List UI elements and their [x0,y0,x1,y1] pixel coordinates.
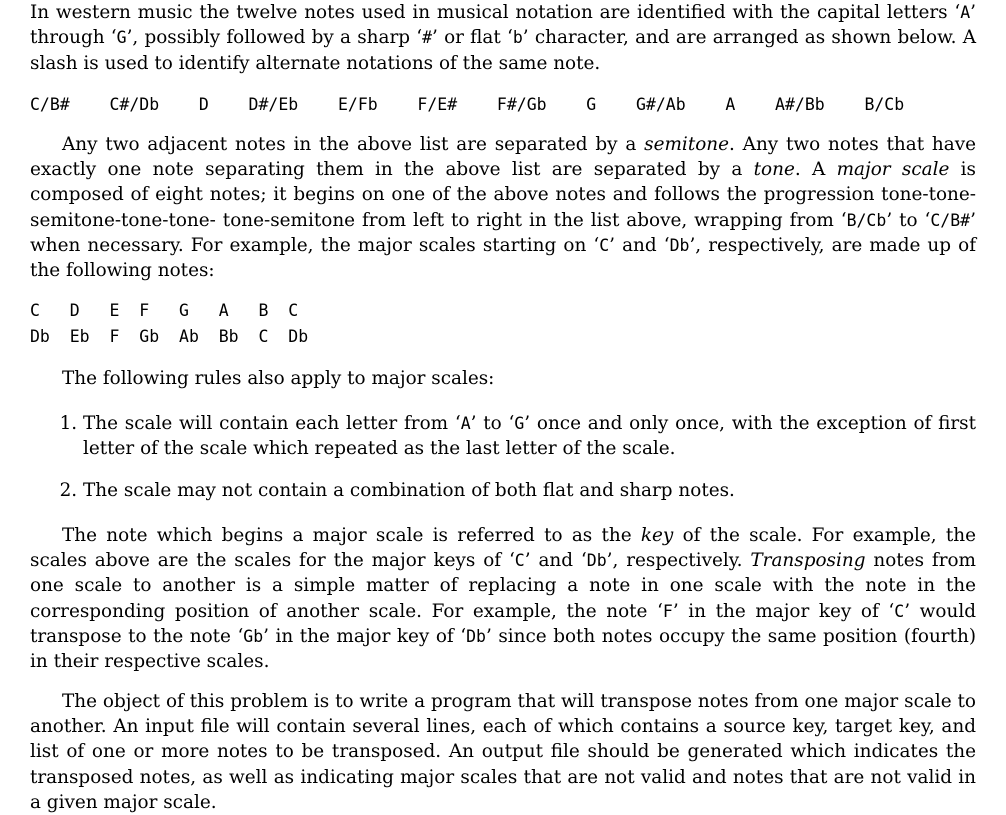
intro-text: ’, possibly followed by a sharp ‘ [126,27,423,49]
rules-intro: The following rules also apply to major scales: [62,367,495,389]
code-letter-g: G [116,28,127,48]
code-note: Gb [243,627,264,647]
code-note: C/B# [930,210,971,230]
rules-list [30,411,976,503]
code-note: Db [586,551,607,571]
intro-paragraph [30,0,976,76]
term-transposing: Transposing [750,550,866,572]
intro-text: ’ through ‘ [30,2,976,49]
objective-paragraph: The object of this problem is to write a program that will transpose notes from one major scale to another. An input file will contain several lines, each of which contains a source key, target key, and list of one or more notes to be transposed. An output file should be generated which indicates the transposed notes, as well as indicating major scales that are not valid and notes that are not valid in a given major scale. [30,690,976,813]
twelve-notes-list: C/B# C#/Db D D#/Eb E/Fb F/E# F#/Gb G G#/Ab A A#/Bb B/Cb [30,94,905,114]
intro-text: ’ character, and are arranged as shown below. A slash is used to identify alternate notations of the same note. [30,27,976,74]
code-note: A [460,413,471,433]
code-note: G [514,413,525,433]
scale-db-row: Db Eb F Gb Ab Bb C Db [30,326,309,346]
code-note: Db [466,627,486,647]
code-note: Db [669,236,690,256]
code-letter-a: A [960,3,971,22]
intro-text: ’ or flat ‘ [432,27,513,49]
term-tone: tone [753,159,795,181]
code-note: B/Cb [846,210,887,230]
code-note: F [662,601,673,621]
code-note: C [514,551,525,571]
code-flat: b [512,28,523,48]
code-sharp: # [422,28,433,48]
term-semitone: semitone [644,133,730,155]
semitone-paragraph: Any two adjacent notes in the above list are separated by a semitone. Any two notes that have exactly one note separating them in the above list are separated by a tone. A major scale is composed of eight notes; it begins on one of the above notes and follows the progression tone-tone-semitone-tone-tone- tone-semitone from left to right in the list above, wrapping from ‘B/Cb’ to ‘C/B#’ when necessary. For example, the major scales starting on ‘C’ and ‘Db’, respectively, are made up of the following notes: [30,133,976,282]
scale-c-row: C D E F G A B C [30,300,299,320]
rule-item: 1. The scale will contain each letter from ‘A’ to ‘G’ once and only once, with the exception of first letter of the scale which repeated as the last letter of the scale. [83,411,976,462]
term-key: key [640,524,674,546]
key-paragraph: The note which begins a major scale is referred to as the key of the scale. For example, the scales above are the scales for the major keys of ‘C’ and ‘Db’, respectively. Transposing notes from one scale to another is a simple matter of replacing a note in one scale with the note in the corresponding position of another scale. For example, the note ‘F’ in the major key of ‘C’ would transpose to the note ‘Gb’ in the major key of ‘Db’ since both notes occupy the same position (fourth) in their respective scales. [30,524,976,673]
intro-text: In western music the twelve notes used in musical notation are identified with the capital letters ‘ [30,2,961,23]
problem-statement [30,0,976,815]
code-note: C [894,601,905,621]
code-note: C [599,236,610,256]
rule-item: 2. The scale may not contain a combination of both flat and sharp notes. [83,478,976,503]
term-major-scale: major scale [836,159,950,181]
